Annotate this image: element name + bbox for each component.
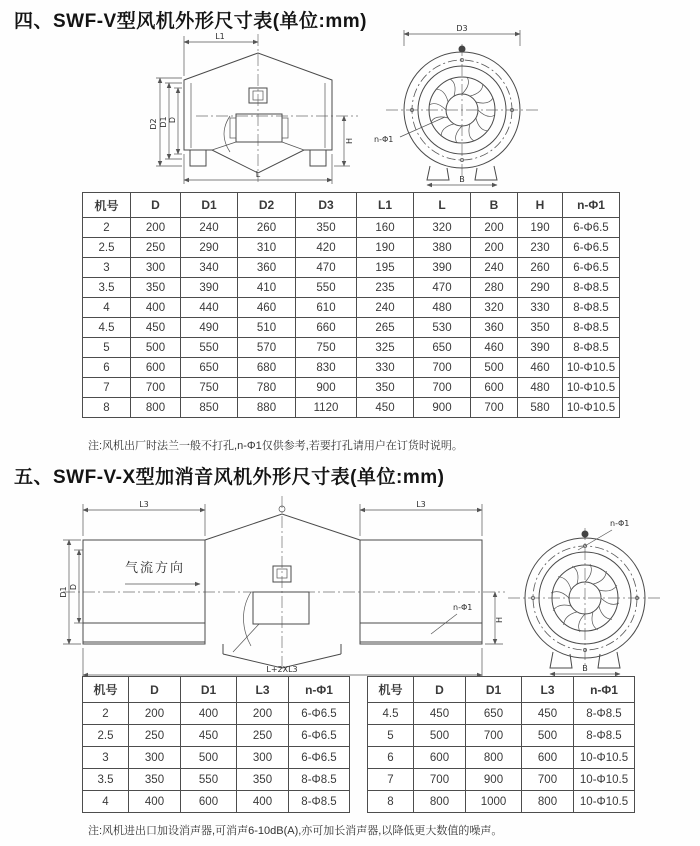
table-cell: 200	[131, 218, 181, 238]
table-cell: 4	[83, 298, 131, 318]
table-row	[83, 703, 350, 725]
table-cell: 6-Φ6.5	[289, 747, 350, 769]
table-cell: 340	[181, 258, 238, 278]
table-cell: 900	[466, 769, 522, 791]
table-cell: 250	[237, 725, 289, 747]
column-header: D3	[296, 193, 357, 218]
table-cell: 800	[131, 398, 181, 418]
dim-label-h: H	[345, 137, 354, 145]
table-cell: 3	[83, 747, 129, 769]
column-header: H	[518, 193, 563, 218]
dim-label-d3: D3	[456, 24, 468, 33]
table-cell: 6	[368, 747, 414, 769]
table-cell: 450	[357, 398, 414, 418]
table-cell: 8-Φ8.5	[289, 769, 350, 791]
table-cell: 450	[522, 703, 574, 725]
column-header: 机号	[83, 193, 131, 218]
table-cell: 1000	[466, 791, 522, 813]
table-cell: 350	[131, 278, 181, 298]
table-row	[83, 338, 620, 358]
table-cell: 550	[296, 278, 357, 298]
table-cell: 360	[471, 318, 518, 338]
bolt-icon	[582, 531, 589, 538]
column-header: D1	[181, 677, 237, 703]
table-cell: 10-Φ10.5	[574, 791, 635, 813]
table-cell: 350	[237, 769, 289, 791]
table-cell: 2.5	[83, 238, 131, 258]
table-row	[83, 238, 620, 258]
table-cell: 6-Φ6.5	[563, 238, 620, 258]
dim-label-d1: D1	[59, 586, 68, 598]
table-cell: 200	[471, 218, 518, 238]
table-cell: 265	[357, 318, 414, 338]
table-cell: 240	[181, 218, 238, 238]
table-cell: 200	[237, 703, 289, 725]
table-cell: 8-Φ8.5	[563, 298, 620, 318]
table-cell: 6-Φ6.5	[563, 218, 620, 238]
table-cell: 290	[181, 238, 238, 258]
table-cell: 310	[238, 238, 296, 258]
table-cell: 700	[414, 358, 471, 378]
table-cell: 8-Φ8.5	[563, 338, 620, 358]
swf-v-x-side-view-drawing	[55, 492, 513, 688]
table-cell: 195	[357, 258, 414, 278]
table-cell: 8-Φ8.5	[574, 725, 635, 747]
swf-v-x-front-view-drawing	[490, 500, 682, 682]
swf-v-side-view-drawing	[146, 28, 364, 188]
table-cell: 700	[522, 769, 574, 791]
table-row	[368, 703, 635, 725]
table-cell: 800	[466, 747, 522, 769]
table-cell: 240	[471, 258, 518, 278]
table-cell: 10-Φ10.5	[574, 769, 635, 791]
column-header: 机号	[368, 677, 414, 703]
table-row	[83, 278, 620, 298]
table-cell: 6	[83, 358, 131, 378]
column-header: 机号	[83, 677, 129, 703]
table-cell: 350	[518, 318, 563, 338]
table-cell: 320	[414, 218, 471, 238]
table-cell: 460	[238, 298, 296, 318]
dim-label-h: H	[495, 616, 504, 624]
table-cell: 250	[131, 238, 181, 258]
column-header: L1	[357, 193, 414, 218]
table-cell: 280	[471, 278, 518, 298]
column-header: n-Φ1	[563, 193, 620, 218]
column-header: D	[414, 677, 466, 703]
column-header: L3	[522, 677, 574, 703]
dim-label-d1: D1	[159, 116, 168, 128]
table-cell: 260	[518, 258, 563, 278]
table-cell: 3.5	[83, 278, 131, 298]
table-cell: 390	[181, 278, 238, 298]
table-cell: 380	[414, 238, 471, 258]
table-cell: 650	[466, 703, 522, 725]
table-cell: 900	[414, 398, 471, 418]
table-cell: 300	[237, 747, 289, 769]
table-cell: 10-Φ10.5	[574, 747, 635, 769]
table-row	[83, 747, 350, 769]
table-cell: 550	[181, 338, 238, 358]
table-cell: 700	[414, 378, 471, 398]
table-cell: 200	[129, 703, 181, 725]
table-cell: 350	[129, 769, 181, 791]
table-cell: 320	[471, 298, 518, 318]
table-cell: 490	[181, 318, 238, 338]
dim-label-n-phi1: n-Φ1	[453, 603, 473, 612]
table-cell: 290	[518, 278, 563, 298]
swf-v-dimensions-table	[82, 192, 620, 418]
dim-label-total-length: L+2XL3	[266, 665, 298, 674]
column-header: D	[131, 193, 181, 218]
table-cell: 400	[237, 791, 289, 813]
table-cell: 680	[238, 358, 296, 378]
header-row	[83, 193, 620, 218]
table-cell: 6-Φ6.5	[289, 703, 350, 725]
table-cell: 390	[414, 258, 471, 278]
table-cell: 470	[296, 258, 357, 278]
table-cell: 470	[414, 278, 471, 298]
table-cell: 510	[238, 318, 296, 338]
table-cell: 530	[414, 318, 471, 338]
table-row	[368, 769, 635, 791]
dim-label-b: B	[582, 664, 588, 673]
table-cell: 900	[296, 378, 357, 398]
table-cell: 650	[414, 338, 471, 358]
table-cell: 500	[471, 358, 518, 378]
column-header: n-Φ1	[574, 677, 635, 703]
table-row	[83, 258, 620, 278]
column-header: L	[414, 193, 471, 218]
airflow-direction-label: 气流方向	[125, 561, 186, 576]
table-cell: 7	[83, 378, 131, 398]
table-cell: 5	[83, 338, 131, 358]
table-cell: 610	[296, 298, 357, 318]
table-cell: 4	[83, 791, 129, 813]
dim-label-d: D	[69, 583, 78, 591]
swf-v-front-view-drawing	[370, 22, 552, 188]
table-cell: 3.5	[83, 769, 129, 791]
table-cell: 500	[414, 725, 466, 747]
table-cell: 600	[131, 358, 181, 378]
table-cell: 400	[181, 703, 237, 725]
dim-label-d2: D2	[149, 118, 158, 130]
table-cell: 750	[181, 378, 238, 398]
table-cell: 750	[296, 338, 357, 358]
dim-label-l3-left: L3	[139, 500, 149, 509]
section4-title: 四、SWF-V型风机外形尺寸表(单位:mm)	[14, 11, 367, 32]
table-cell: 450	[414, 703, 466, 725]
table-cell: 500	[522, 725, 574, 747]
table-row	[83, 791, 350, 813]
table-cell: 2.5	[83, 725, 129, 747]
table-cell: 460	[471, 338, 518, 358]
table-cell: 5	[368, 725, 414, 747]
table-cell: 4.5	[83, 318, 131, 338]
dim-label-l: L	[255, 170, 261, 179]
dim-label-b: B	[459, 175, 465, 184]
table-cell: 300	[131, 258, 181, 278]
dim-label-l3-right: L3	[416, 500, 426, 509]
column-header: L3	[237, 677, 289, 703]
bolt-icon	[459, 46, 466, 53]
table-cell: 350	[357, 378, 414, 398]
header-row	[368, 677, 635, 703]
table-cell: 700	[131, 378, 181, 398]
table-cell: 260	[238, 218, 296, 238]
table-cell: 325	[357, 338, 414, 358]
table-cell: 6-Φ6.5	[563, 258, 620, 278]
table-cell: 480	[414, 298, 471, 318]
table-cell: 4.5	[368, 703, 414, 725]
table-cell: 450	[131, 318, 181, 338]
dim-label-n-phi1: n-Φ1	[610, 519, 630, 528]
table-cell: 360	[238, 258, 296, 278]
table-cell: 600	[414, 747, 466, 769]
table-cell: 600	[471, 378, 518, 398]
table-cell: 8-Φ8.5	[574, 703, 635, 725]
table-cell: 400	[129, 791, 181, 813]
table-cell: 8-Φ8.5	[563, 318, 620, 338]
table-cell: 8-Φ8.5	[563, 278, 620, 298]
table-cell: 2	[83, 218, 131, 238]
section5-note: 注:风机进出口加设消声器,可消声6-10dB(A),亦可加长消声器,以降低更大数值的噪声。	[88, 825, 503, 837]
table-cell: 200	[471, 238, 518, 258]
table-row	[83, 218, 620, 238]
table-cell: 700	[471, 398, 518, 418]
table-cell: 550	[181, 769, 237, 791]
table-cell: 10-Φ10.5	[563, 358, 620, 378]
table-row	[83, 725, 350, 747]
table-cell: 480	[518, 378, 563, 398]
dim-label-n-phi1: n-Φ1	[374, 135, 394, 144]
table-cell: 8	[83, 398, 131, 418]
table-row	[83, 378, 620, 398]
table-row	[83, 398, 620, 418]
table-cell: 500	[181, 747, 237, 769]
table-cell: 10-Φ10.5	[563, 378, 620, 398]
table-cell: 700	[414, 769, 466, 791]
table-cell: 350	[296, 218, 357, 238]
section5-title: 五、SWF-V-X型加消音风机外形尺寸表(单位:mm)	[14, 467, 445, 488]
table-cell: 410	[238, 278, 296, 298]
table-cell: 880	[238, 398, 296, 418]
table-cell: 190	[518, 218, 563, 238]
dim-label-d: D	[168, 116, 177, 124]
column-header: B	[471, 193, 518, 218]
table-cell: 7	[368, 769, 414, 791]
column-header: D	[129, 677, 181, 703]
table-cell: 800	[522, 791, 574, 813]
table-cell: 700	[466, 725, 522, 747]
table-cell: 400	[131, 298, 181, 318]
table-cell: 1120	[296, 398, 357, 418]
table-cell: 800	[414, 791, 466, 813]
column-header: D1	[466, 677, 522, 703]
table-cell: 460	[518, 358, 563, 378]
swf-v-x-dimensions-table-left	[82, 676, 350, 813]
table-cell: 660	[296, 318, 357, 338]
table-cell: 3	[83, 258, 131, 278]
table-cell: 780	[238, 378, 296, 398]
table-cell: 830	[296, 358, 357, 378]
table-row	[83, 318, 620, 338]
table-row	[83, 298, 620, 318]
column-header: D2	[238, 193, 296, 218]
table-cell: 650	[181, 358, 238, 378]
table-cell: 190	[357, 238, 414, 258]
header-row	[83, 677, 350, 703]
table-cell: 160	[357, 218, 414, 238]
table-cell: 2	[83, 703, 129, 725]
table-cell: 8-Φ8.5	[289, 791, 350, 813]
table-cell: 250	[129, 725, 181, 747]
table-cell: 850	[181, 398, 238, 418]
table-row	[368, 747, 635, 769]
table-cell: 230	[518, 238, 563, 258]
table-cell: 300	[129, 747, 181, 769]
table-row	[368, 791, 635, 813]
table-cell: 600	[181, 791, 237, 813]
table-cell: 580	[518, 398, 563, 418]
column-header: D1	[181, 193, 238, 218]
table-cell: 8	[368, 791, 414, 813]
table-row	[83, 358, 620, 378]
dim-label-l1: L1	[215, 32, 225, 41]
section4-note: 注:风机出厂时法兰一般不打孔,n-Φ1仅供参考,若要打孔请用户在订货时说明。	[88, 440, 463, 452]
table-cell: 450	[181, 725, 237, 747]
table-cell: 600	[522, 747, 574, 769]
table-cell: 390	[518, 338, 563, 358]
column-header: n-Φ1	[289, 677, 350, 703]
table-cell: 500	[131, 338, 181, 358]
table-cell: 330	[518, 298, 563, 318]
table-cell: 330	[357, 358, 414, 378]
table-cell: 440	[181, 298, 238, 318]
table-row	[368, 725, 635, 747]
swf-v-x-dimensions-table-right	[367, 676, 635, 813]
table-cell: 240	[357, 298, 414, 318]
table-cell: 570	[238, 338, 296, 358]
table-cell: 235	[357, 278, 414, 298]
table-cell: 420	[296, 238, 357, 258]
table-row	[83, 769, 350, 791]
table-cell: 6-Φ6.5	[289, 725, 350, 747]
table-cell: 10-Φ10.5	[563, 398, 620, 418]
